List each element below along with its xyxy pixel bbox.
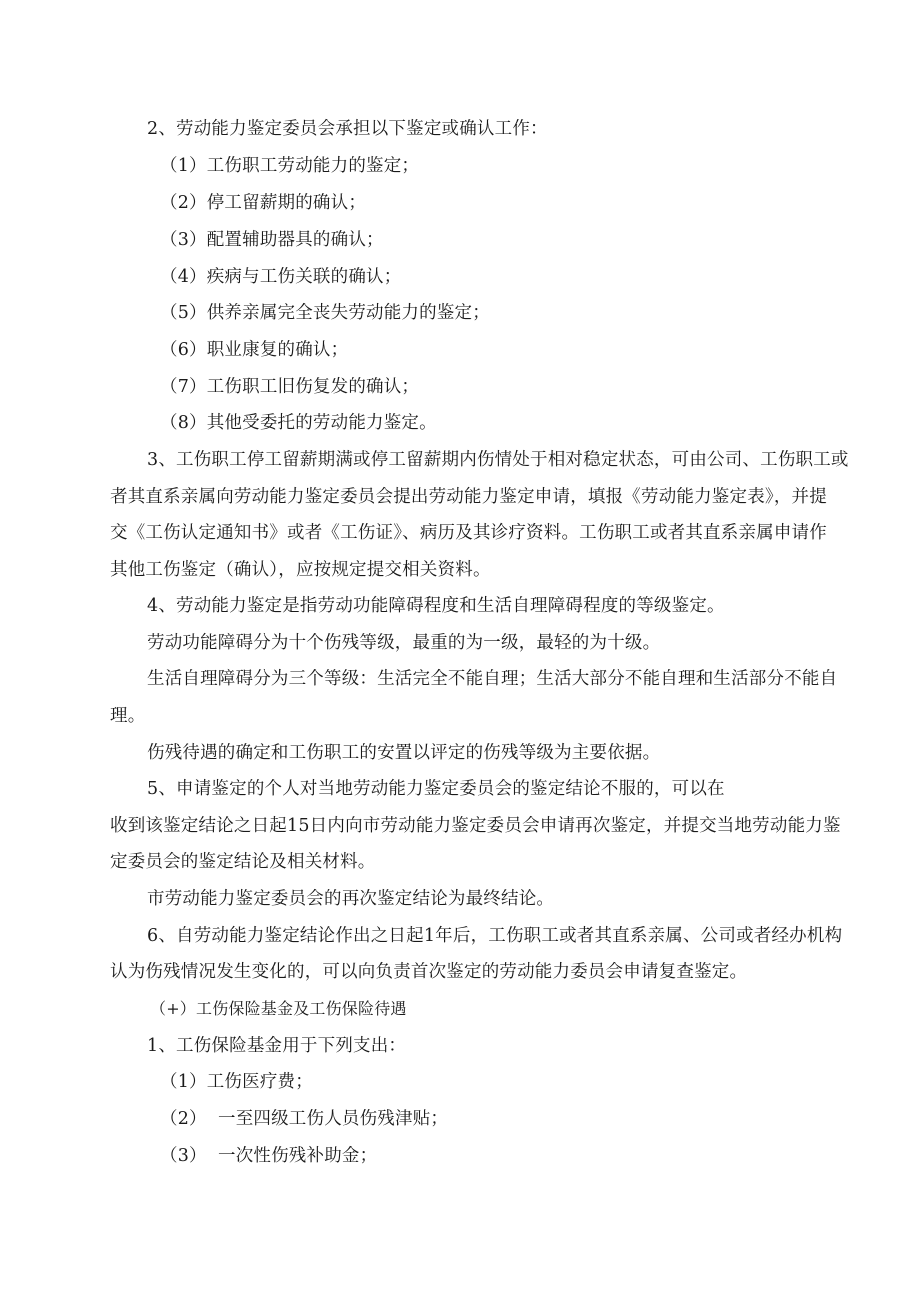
list-item: （4）疾病与工伤关联的确认； <box>160 267 402 287</box>
list-item: （1）工伤医疗费； <box>160 1072 313 1092</box>
list-item: （8）其他受委托的劳动能力鉴定。 <box>160 413 437 433</box>
paragraph-5-line: 收到该鉴定结论之日起15日内向市劳动能力鉴定委员会申请再次鉴定，并提交当地劳动能力鉴 <box>110 816 841 836</box>
list-item-text: 一至四级工伤人员伤残津贴； <box>218 1109 449 1129</box>
paragraph-line: 理。 <box>110 706 146 726</box>
paragraph-2-heading: 2、劳动能力鉴定委员会承担以下鉴定或确认工作： <box>147 119 548 139</box>
list-item-text: 一次性伤残补助金； <box>218 1146 378 1166</box>
list-item-number: （2） <box>160 1109 207 1129</box>
paragraph-3-line: 3、工伤职工停工留薪期满或停工留薪期内伤情处于相对稳定状态，可由公司、工伤职工或 <box>147 450 849 470</box>
section-heading: （+）工伤保险基金及工伤保险待遇 <box>150 999 407 1018</box>
paragraph-5-line: 5、申请鉴定的个人对当地劳动能力鉴定委员会的鉴定结论不服的，可以在 <box>147 779 725 799</box>
paragraph-1-heading: 1、工伤保险基金用于下列支出： <box>147 1036 407 1056</box>
paragraph-line: 生活自理障碍分为三个等级：生活完全不能自理；生活大部分不能自理和生活部分不能自 <box>147 669 838 689</box>
list-item: （5）供养亲属完全丧失劳动能力的鉴定； <box>160 303 490 323</box>
list-item-number: （3） <box>160 1146 207 1166</box>
paragraph-6-line: 认为伤残情况发生变化的，可以向负责首次鉴定的劳动能力委员会申请复查鉴定。 <box>110 962 748 982</box>
list-item: （2）停工留薪期的确认； <box>160 193 367 213</box>
paragraph-3-line: 者其直系亲属向劳动能力鉴定委员会提出劳动能力鉴定申请，填报《劳动能力鉴定表》，并提 <box>110 487 827 507</box>
paragraph-5-line: 定委员会的鉴定结论及相关材料。 <box>110 852 376 872</box>
paragraph-4-line: 4、劳动能力鉴定是指劳动功能障碍程度和生活自理障碍程度的等级鉴定。 <box>147 596 725 616</box>
paragraph-3-line: 其他工伤鉴定（确认），应按规定提交相关资料。 <box>110 560 491 580</box>
paragraph-6-line: 6、自劳动能力鉴定结论作出之日起1年后，工伤职工或者其直系亲属、公司或者经办机构 <box>147 926 843 946</box>
list-item: （7）工伤职工旧伤复发的确认； <box>160 377 420 397</box>
list-item: （1）工伤职工劳动能力的鉴定； <box>160 156 420 176</box>
list-item <box>160 1108 865 1130</box>
paragraph-line: 市劳动能力鉴定委员会的再次鉴定结论为最终结论。 <box>147 889 555 909</box>
list-item: （3）配置辅助器具的确认； <box>160 230 384 250</box>
list-item: （6）职业康复的确认； <box>160 340 349 360</box>
paragraph-line: 劳动功能障碍分为十个伤残等级，最重的为一级，最轻的为十级。 <box>147 633 661 653</box>
list-item <box>160 1145 865 1167</box>
paragraph-line: 伤残待遇的确定和工伤职工的安置以评定的伤残等级为主要依据。 <box>147 743 661 763</box>
paragraph-3-line: 交《工伤认定通知书》或者《工伤证》、病历及其诊疗资料。工伤职工或者其直系亲属申请作 <box>110 523 827 543</box>
